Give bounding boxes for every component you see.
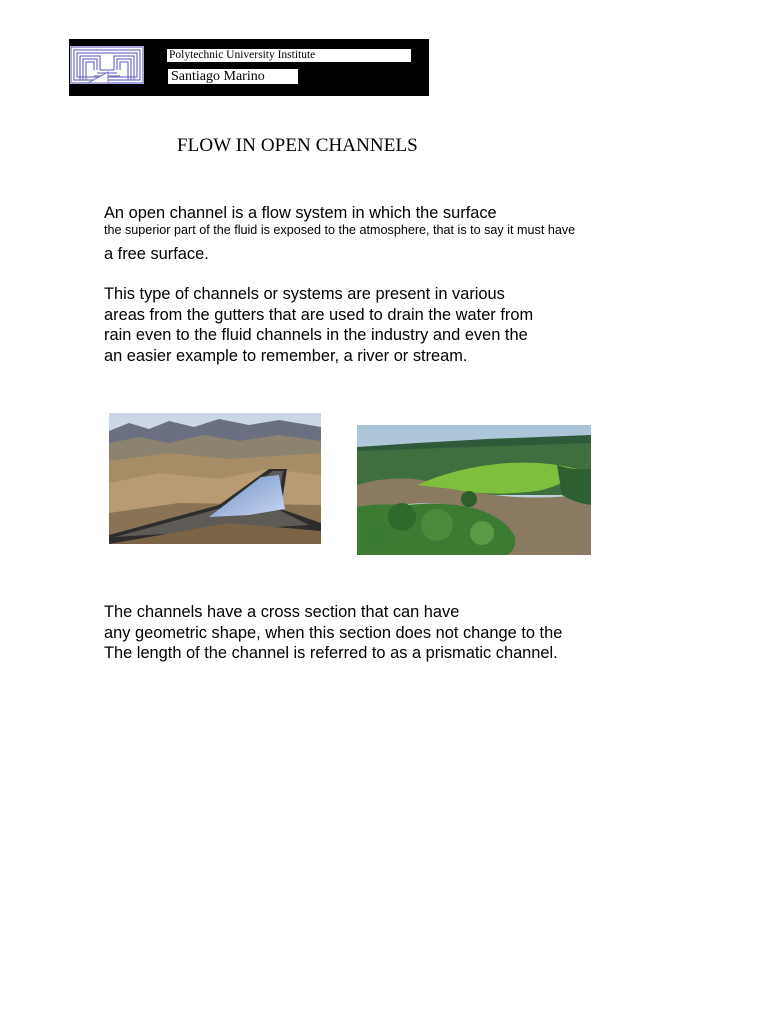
paragraph2-line: rain even to the fluid channels in the industry and even the bbox=[104, 326, 528, 344]
paragraph3-line: any geometric shape, when this section does not change to the bbox=[104, 623, 563, 642]
campus-name: Santiago Marino bbox=[171, 69, 265, 84]
paragraph3 bbox=[104, 602, 562, 664]
paragraph2-line: areas from the gutters that are used to drain the water from bbox=[104, 305, 534, 324]
institution-name: Polytechnic University Institute bbox=[169, 49, 316, 61]
canal-photo bbox=[109, 413, 321, 544]
paragraph3-line: The length of the channel is referred to as a prismatic channel. bbox=[104, 644, 558, 662]
document-title: FLOW IN OPEN CHANNELS bbox=[177, 135, 418, 156]
institution-logo-icon bbox=[70, 46, 144, 84]
paragraph2 bbox=[104, 284, 533, 366]
river-photo bbox=[357, 425, 591, 555]
paragraph1-line2: the superior part of the fluid is exposed to the atmosphere, that is to say it must have bbox=[104, 223, 576, 237]
paragraph1-line3: a free surface. bbox=[104, 245, 209, 263]
paragraph2-line: This type of channels or systems are present in various bbox=[104, 285, 505, 303]
paragraph1-line1: An open channel is a flow system in which the surface bbox=[104, 204, 497, 222]
paragraph3-line: The channels have a cross section that can have bbox=[104, 603, 460, 621]
paragraph2-line: an easier example to remember, a river or stream. bbox=[104, 346, 468, 365]
